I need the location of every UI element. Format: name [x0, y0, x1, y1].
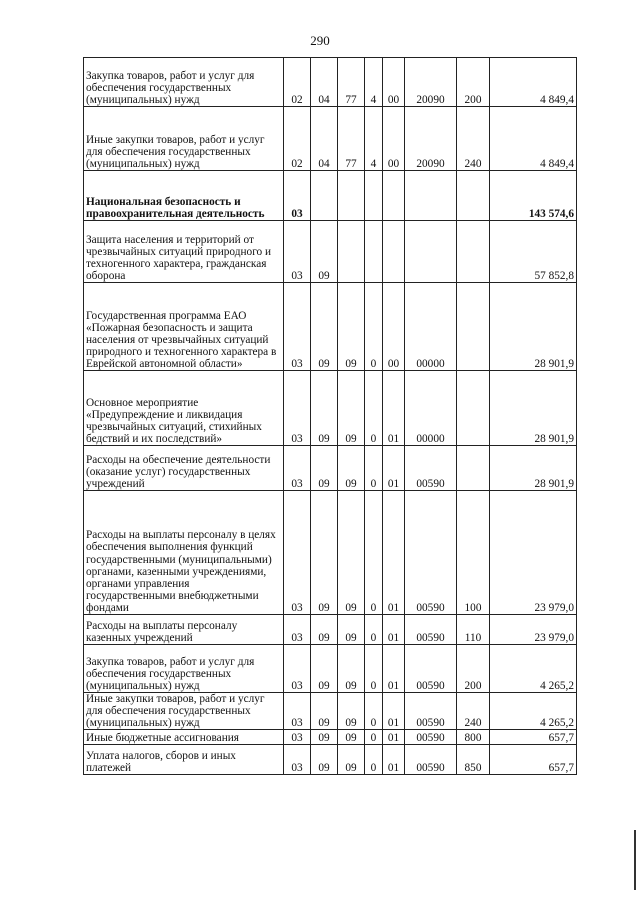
- amount: 23 979,0: [490, 615, 577, 645]
- subsection-code: 09: [311, 446, 338, 491]
- program-code: 09: [338, 730, 365, 745]
- amount: 4 849,4: [490, 107, 577, 171]
- page-number: 290: [310, 33, 330, 48]
- budget-item-name: Основное мероприятие «Предупреждение и ликвидация чрезвычайных ситуаций, стихийных бедствий и их последствий»: [84, 371, 284, 446]
- expense-type-code: [457, 283, 490, 371]
- section-code: 03: [284, 645, 311, 693]
- subprogram-code: [365, 221, 383, 283]
- table-row: [84, 371, 577, 446]
- activity-code: 00: [383, 58, 405, 107]
- subsection-code: 09: [311, 221, 338, 283]
- subsection-code: 09: [311, 693, 338, 730]
- budget-table: [83, 57, 577, 775]
- direction-code: [405, 221, 457, 283]
- table-row: [84, 693, 577, 730]
- expense-type-code: [457, 221, 490, 283]
- budget-item-name: Расходы на выплаты персоналу в целях обеспечения выполнения функций государственными (муниципальными) органами, казенными учреждениями, органами управления государственными внебюджетными фондами: [84, 491, 284, 615]
- program-code: 09: [338, 371, 365, 446]
- activity-code: 01: [383, 745, 405, 775]
- expense-type-code: 240: [457, 107, 490, 171]
- activity-code: [383, 221, 405, 283]
- amount: 657,7: [490, 730, 577, 745]
- direction-code: 00590: [405, 745, 457, 775]
- activity-code: 01: [383, 645, 405, 693]
- direction-code: 00590: [405, 693, 457, 730]
- subprogram-code: 0: [365, 446, 383, 491]
- subprogram-code: 0: [365, 730, 383, 745]
- table-row: [84, 745, 577, 775]
- direction-code: 20090: [405, 107, 457, 171]
- subsection-code: 09: [311, 491, 338, 615]
- expense-type-code: 100: [457, 491, 490, 615]
- activity-code: 01: [383, 371, 405, 446]
- budget-item-name: Закупка товаров, работ и услуг для обеспечения государственных (муниципальных) нужд: [84, 58, 284, 107]
- amount: 4 265,2: [490, 693, 577, 730]
- budget-item-name: Национальная безопасность и правоохранительная деятельность: [84, 171, 284, 221]
- program-code: 09: [338, 446, 365, 491]
- amount: 657,7: [490, 745, 577, 775]
- direction-code: 00000: [405, 371, 457, 446]
- program-code: [338, 221, 365, 283]
- section-code: 03: [284, 171, 311, 221]
- program-code: [338, 171, 365, 221]
- expense-type-code: [457, 446, 490, 491]
- subprogram-code: 0: [365, 615, 383, 645]
- section-code: 03: [284, 745, 311, 775]
- program-code: 77: [338, 107, 365, 171]
- table-row: [84, 221, 577, 283]
- subprogram-code: 0: [365, 693, 383, 730]
- expense-type-code: 110: [457, 615, 490, 645]
- subprogram-code: 0: [365, 645, 383, 693]
- direction-code: 20090: [405, 58, 457, 107]
- amount: 4 849,4: [490, 58, 577, 107]
- budget-item-name: Расходы на обеспечение деятельности (оказание услуг) государственных учреждений: [84, 446, 284, 491]
- amount: 23 979,0: [490, 491, 577, 615]
- budget-item-name: Иные бюджетные ассигнования: [84, 730, 284, 745]
- section-code: 03: [284, 446, 311, 491]
- activity-code: 01: [383, 491, 405, 615]
- direction-code: 00590: [405, 645, 457, 693]
- program-code: 09: [338, 745, 365, 775]
- subsection-code: 09: [311, 645, 338, 693]
- subprogram-code: 4: [365, 58, 383, 107]
- direction-code: [405, 171, 457, 221]
- subsection-code: 09: [311, 730, 338, 745]
- amount: 57 852,8: [490, 221, 577, 283]
- expense-type-code: 850: [457, 745, 490, 775]
- activity-code: 00: [383, 283, 405, 371]
- table-row: [84, 171, 577, 221]
- subprogram-code: 0: [365, 283, 383, 371]
- direction-code: 00000: [405, 283, 457, 371]
- activity-code: 00: [383, 107, 405, 171]
- expense-type-code: 200: [457, 645, 490, 693]
- direction-code: 00590: [405, 730, 457, 745]
- subsection-code: 09: [311, 371, 338, 446]
- amount: 28 901,9: [490, 283, 577, 371]
- expense-type-code: 200: [457, 58, 490, 107]
- program-code: 09: [338, 693, 365, 730]
- activity-code: 01: [383, 446, 405, 491]
- table-row: [84, 107, 577, 171]
- subprogram-code: 0: [365, 491, 383, 615]
- budget-item-name: Уплата налогов, сборов и иных платежей: [84, 745, 284, 775]
- section-code: 02: [284, 107, 311, 171]
- table-row: [84, 645, 577, 693]
- expense-type-code: [457, 171, 490, 221]
- budget-item-name: Закупка товаров, работ и услуг для обеспечения государственных (муниципальных) нужд: [84, 645, 284, 693]
- expense-type-code: [457, 371, 490, 446]
- page-edge-mark: [634, 830, 636, 890]
- table-row: [84, 491, 577, 615]
- activity-code: 01: [383, 693, 405, 730]
- budget-item-name: Государственная программа ЕАО «Пожарная безопасность и защита населения от чрезвычайных ситуаций природного и техногенного характера в Еврейской автономной области»: [84, 283, 284, 371]
- expense-type-code: 800: [457, 730, 490, 745]
- activity-code: [383, 171, 405, 221]
- program-code: 09: [338, 283, 365, 371]
- section-code: 03: [284, 283, 311, 371]
- subprogram-code: 4: [365, 107, 383, 171]
- table-row: [84, 730, 577, 745]
- table-row: [84, 446, 577, 491]
- direction-code: 00590: [405, 491, 457, 615]
- subsection-code: 09: [311, 745, 338, 775]
- table-row: [84, 615, 577, 645]
- subsection-code: 04: [311, 58, 338, 107]
- activity-code: 01: [383, 615, 405, 645]
- activity-code: 01: [383, 730, 405, 745]
- program-code: 77: [338, 58, 365, 107]
- program-code: 09: [338, 491, 365, 615]
- table-row: [84, 283, 577, 371]
- budget-item-name: Защита населения и территорий от чрезвычайных ситуаций природного и техногенного характера, гражданская оборона: [84, 221, 284, 283]
- section-code: 03: [284, 371, 311, 446]
- direction-code: 00590: [405, 615, 457, 645]
- section-code: 03: [284, 693, 311, 730]
- amount: 28 901,9: [490, 371, 577, 446]
- amount: 28 901,9: [490, 446, 577, 491]
- subsection-code: 09: [311, 283, 338, 371]
- subsection-code: 09: [311, 615, 338, 645]
- amount: 143 574,6: [490, 171, 577, 221]
- budget-item-name: Иные закупки товаров, работ и услуг для обеспечения государственных (муниципальных) нужд: [84, 107, 284, 171]
- section-code: 03: [284, 730, 311, 745]
- amount: 4 265,2: [490, 645, 577, 693]
- subsection-code: 04: [311, 107, 338, 171]
- subprogram-code: 0: [365, 371, 383, 446]
- budget-item-name: Расходы на выплаты персоналу казенных учреждений: [84, 615, 284, 645]
- section-code: 02: [284, 58, 311, 107]
- subprogram-code: 0: [365, 745, 383, 775]
- section-code: 03: [284, 491, 311, 615]
- budget-item-name: Иные закупки товаров, работ и услуг для обеспечения государственных (муниципальных) нужд: [84, 693, 284, 730]
- program-code: 09: [338, 615, 365, 645]
- direction-code: 00590: [405, 446, 457, 491]
- subprogram-code: [365, 171, 383, 221]
- table-row: [84, 58, 577, 107]
- section-code: 03: [284, 221, 311, 283]
- section-code: 03: [284, 615, 311, 645]
- expense-type-code: 240: [457, 693, 490, 730]
- program-code: 09: [338, 645, 365, 693]
- subsection-code: [311, 171, 338, 221]
